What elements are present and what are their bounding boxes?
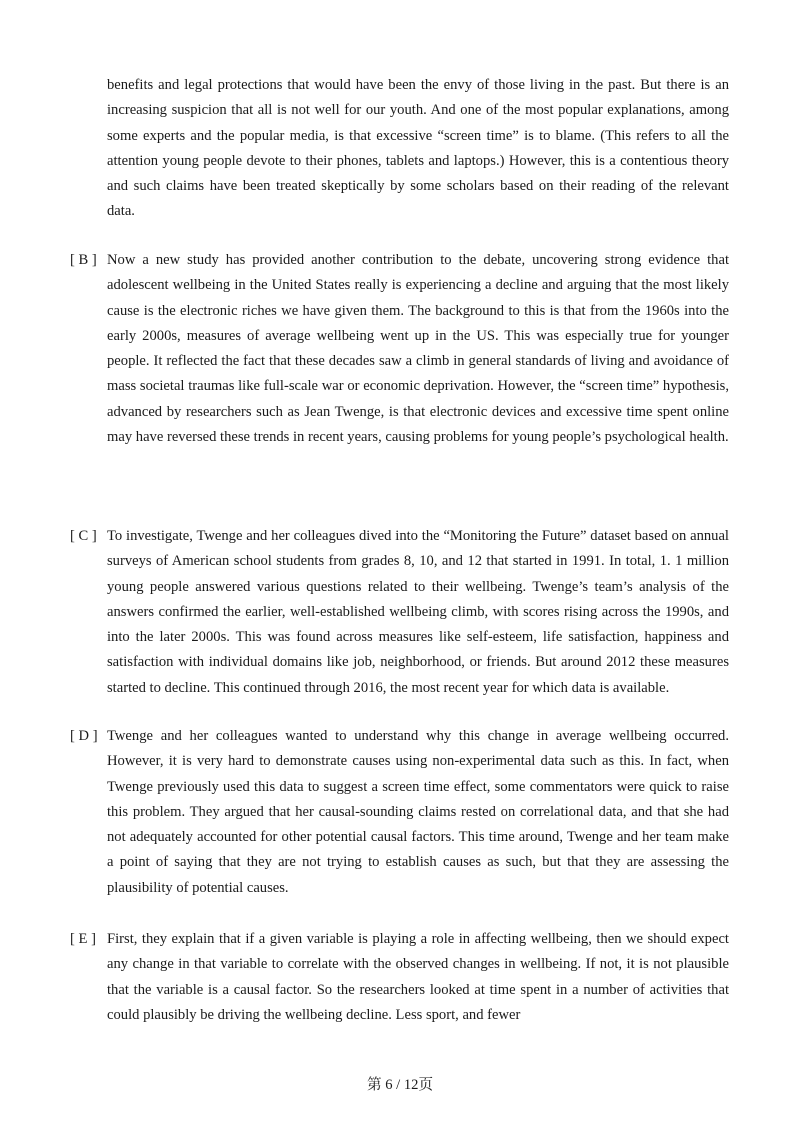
paragraph-label-d: [ D ] (70, 728, 98, 744)
paragraph-b (70, 248, 729, 450)
paragraph-c (70, 524, 729, 701)
paragraph-e (70, 927, 729, 1028)
paragraph-label-b: [ B ] (70, 252, 97, 268)
paragraph-text-d: Twenge and her colleagues wanted to understand why this change in average wellbeing occurred. However, it is very hard to demonstrate causes using non-experimental data such as this. In fact, when Twenge previously used this data to suggest a screen time effect, some commentators were quick to raise this problem. They argued that her causal-sounding claims rested on correlational data, and that she had not adequately accounted for other potential causal factors. This time around, Twenge and her team make a point of saying that they are not trying to establish causes as such, but that they are assessing the plausibility of potential causes. (107, 728, 729, 896)
page-number-footer: 第 6 / 12页 (366, 1077, 434, 1093)
paragraph-d (70, 724, 729, 901)
paragraph-text-b: Now a new study has provided another contribution to the debate, uncovering strong evidence that adolescent wellbeing in the United States really is experiencing a decline and arguing that the most likely cause is the electronic riches we have given them. The background to this is that from the 1960s into the early 2000s, measures of average wellbeing went up in the US. This was especially true for younger people. It reflected the fact that these decades saw a climb in general standards of living and avoidance of mass societal traumas like full-scale war or economic deprivation. However, the “screen time” hypothesis, advanced by researchers such as Jean Twenge, is that electronic devices and excessive time spent online may have reversed these trends in recent years, causing problems for young people’s psychological health. (107, 252, 729, 446)
paragraph-text-c: To investigate, Twenge and her colleagues dived into the “Monitoring the Future” dataset based on annual surveys of American school students from grades 8, 10, and 12 that started in 1991. In total, 1. 1 million young people answered various questions related to their wellbeing. Twenge’s team’s analysis of the answers confirmed the earlier, well-established wellbeing climb, with scores rising across the 1990s, and into the later 2000s. This was found across measures like self-esteem, life satisfaction, happiness and satisfaction with individual domains like job, neighborhood, or friends. But around 2012 these measures started to decline. This continued through 2016, the most recent year for which data is available. (107, 528, 729, 696)
intro-paragraph: benefits and legal protections that would have been the envy of those living in the past. But there is an increasing suspicion that all is not well for our youth. And one of the most popular explanations, among some experts and the popular media, is that excessive “screen time” is to blame. (This refers to all the attention young people devote to their phones, tablets and laptops.) However, this is a contentious theory and such claims have been treated skeptically by some scholars based on their reading of the relevant data. (107, 77, 729, 220)
paragraph-text-e: First, they explain that if a given variable is playing a role in affecting wellbeing, then we should expect any change in that variable to correlate with the observed changes in wellbeing. If not, it is not plausible that the variable is a causal factor. So the researchers looked at time spent in a number of activities that could plausibly be driving the wellbeing decline. Less sport, and fewer (107, 931, 729, 1023)
paragraph-label-e: [ E ] (70, 931, 96, 947)
paragraph-label-c: [ C ] (70, 528, 97, 544)
